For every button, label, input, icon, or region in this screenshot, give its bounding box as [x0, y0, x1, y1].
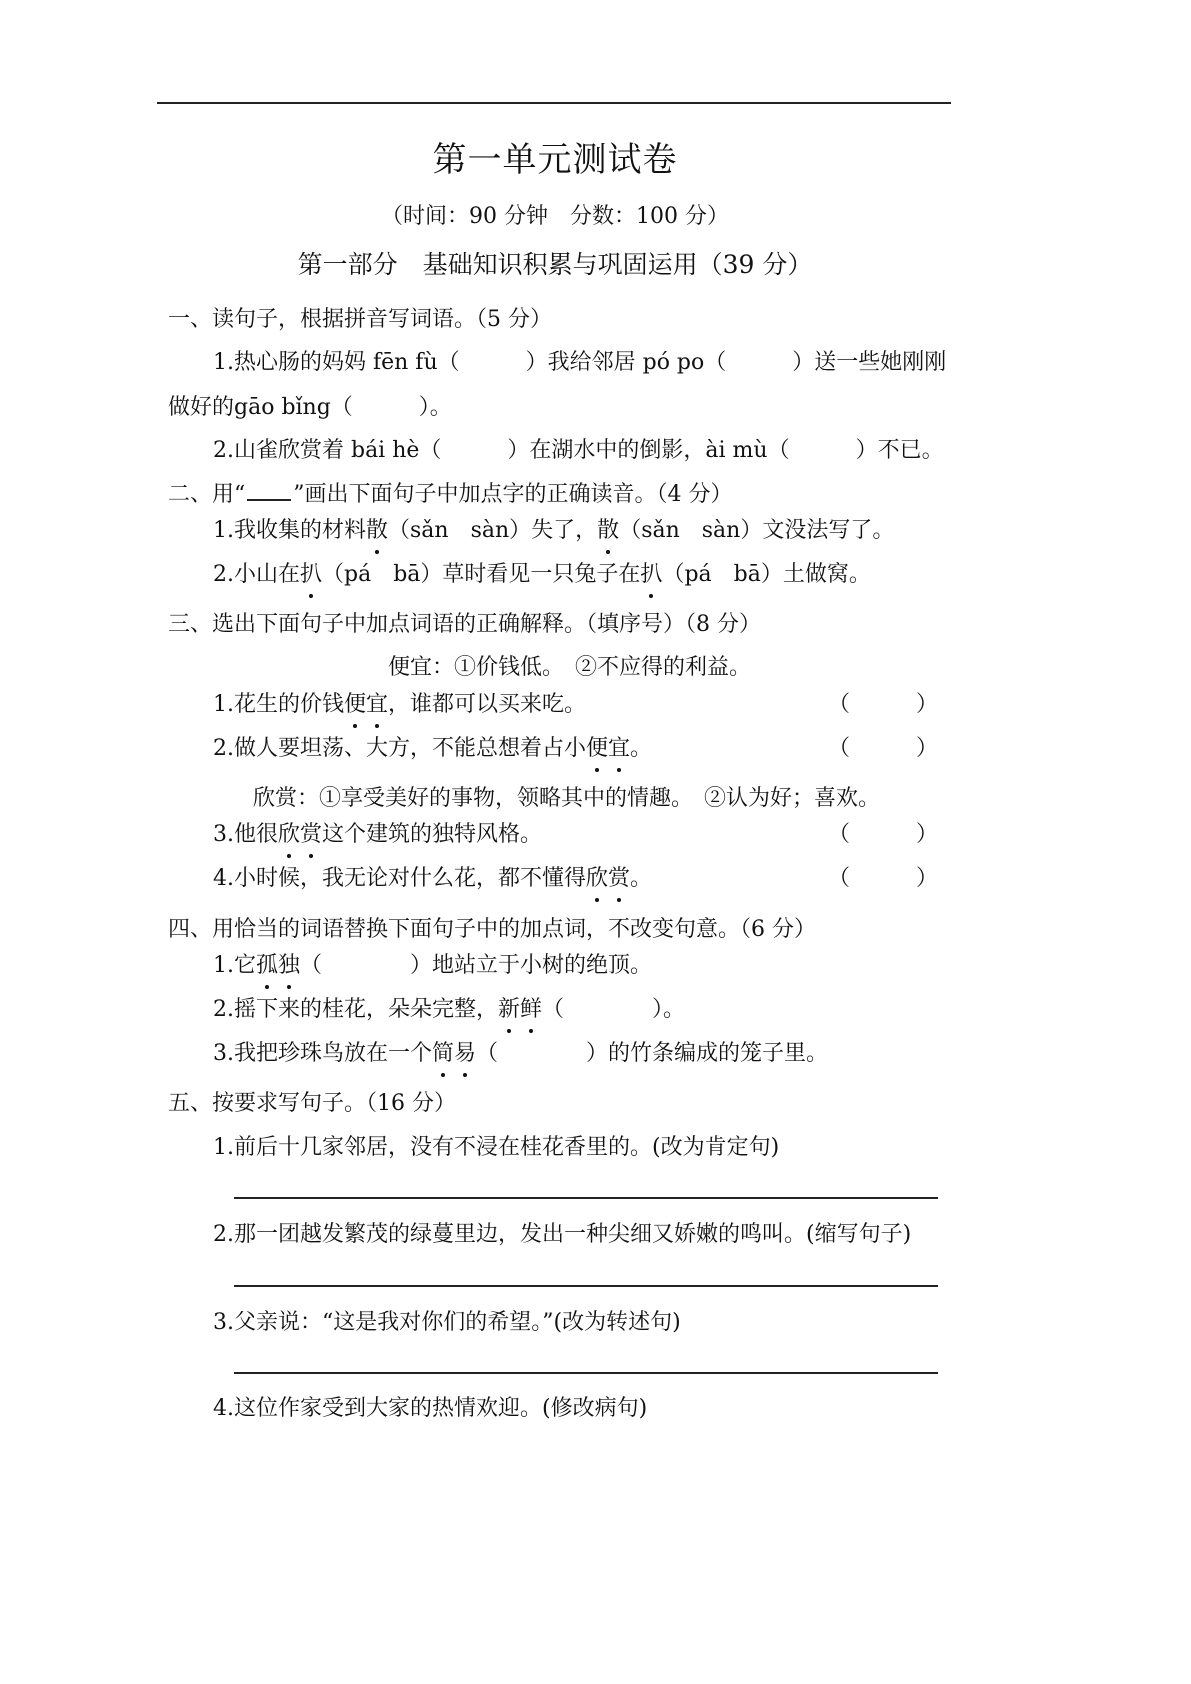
q2-heading-post: ”画出下面句子中加点字的正确读音。（4 分）	[293, 482, 733, 507]
text: （pá bā）草时看见一只兔子在	[322, 562, 641, 587]
q3-sentence-2	[213, 731, 652, 762]
dotted-char: 宜	[608, 731, 630, 762]
answer-line-1[interactable]	[234, 1197, 938, 1199]
text: ，谁都可以买来吃。	[388, 692, 587, 717]
text: （ ）地站立于小树的绝顶。	[300, 953, 653, 978]
text: （ ）。	[542, 997, 686, 1022]
text: （sǎn sàn）失了，	[388, 518, 598, 543]
q4-sentence-3	[213, 1036, 828, 1067]
q3-sentence-4	[213, 861, 652, 892]
q3-definition-1: 便宜：①价钱低。 ②不应得的利益。	[388, 655, 752, 680]
q1-sentence-1b: 做好的gāo bǐng（ ）。	[168, 395, 452, 420]
dotted-char: 便	[586, 731, 608, 762]
dotted-char: 散	[366, 513, 388, 544]
text: 。	[630, 866, 653, 891]
text: 4.小时候，我无论对什么花，都不懂得	[213, 866, 586, 891]
q2-sentence-2	[213, 557, 871, 588]
q5-sentence-3: 3.父亲说：“这是我对你们的希望。”(改为转述句)	[213, 1310, 681, 1335]
q5-sentence-4: 4.这位作家受到大家的热情欢迎。(修改病句)	[213, 1396, 648, 1421]
dotted-char: 鲜	[520, 992, 542, 1023]
q2-heading-pre: 二、用“	[168, 482, 246, 507]
q4-sentence-2	[213, 992, 685, 1023]
q3-sentence-3	[213, 817, 542, 848]
q4-sentence-1	[213, 948, 652, 979]
answer-paren-2[interactable]: （ ）	[828, 736, 939, 761]
text: 3.他很	[213, 822, 278, 847]
text: 这个建筑的独特风格。	[322, 822, 543, 847]
q5-heading: 五、按要求写句子。（16 分）	[168, 1091, 456, 1116]
dotted-char: 赏	[300, 817, 322, 848]
text: 1.我收集的材料	[213, 518, 366, 543]
q1-sentence-2: 2.山雀欣赏着 bái hè（ ）在湖水中的倒影，ài mù（ ）不已。	[213, 438, 944, 463]
dotted-char: 扒	[640, 557, 662, 588]
text: 2.做人要坦荡、大方，不能总想着占小	[213, 736, 586, 761]
dotted-char: 孤	[256, 948, 278, 979]
dotted-char: 宜	[366, 687, 388, 718]
dotted-char: 独	[278, 948, 300, 979]
dotted-char: 便	[344, 687, 366, 718]
top-rule	[157, 102, 951, 104]
dotted-char: 简	[432, 1036, 454, 1067]
dotted-char: 欣	[586, 861, 608, 892]
dotted-char: 易	[454, 1036, 476, 1067]
q2-heading	[168, 477, 733, 508]
exam-info: （时间：90 分钟 分数：100 分）	[381, 204, 729, 229]
text: （pá bā）土做窝。	[662, 562, 871, 587]
text: （ ）的竹条编成的笼子里。	[476, 1041, 829, 1066]
dotted-char: 赏	[608, 861, 630, 892]
dotted-char: 欣	[278, 817, 300, 848]
part-heading: 第一部分 基础知识积累与巩固运用（39 分）	[297, 250, 813, 279]
q3-heading: 三、选出下面句子中加点词语的正确解释。（填序号）（8 分）	[168, 612, 761, 637]
q4-heading: 四、用恰当的词语替换下面句子中的加点词，不改变句意。（6 分）	[168, 917, 816, 942]
dotted-char: 散	[597, 513, 619, 544]
text: （sǎn sàn）文没法写了。	[619, 518, 895, 543]
q3-definition-2: 欣赏：①享受美好的事物，领略其中的情趣。 ②认为好；喜欢。	[253, 786, 881, 811]
dotted-char: 新	[498, 992, 520, 1023]
answer-paren-4[interactable]: （ ）	[828, 866, 939, 891]
text: 3.我把珍珠鸟放在一个	[213, 1041, 432, 1066]
q5-sentence-1: 1.前后十几家邻居，没有不浸在桂花香里的。(改为肯定句)	[213, 1135, 780, 1160]
q5-sentence-2: 2.那一团越发繁茂的绿蔓里边，发出一种尖细又娇嫩的鸣叫。(缩写句子)	[213, 1222, 912, 1247]
answer-line-3[interactable]	[234, 1372, 938, 1374]
page-title: 第一单元测试卷	[432, 140, 678, 180]
text: 。	[630, 736, 653, 761]
q2-sentence-1	[213, 513, 894, 544]
text: 2.小山在	[213, 562, 300, 587]
text: 1.它	[213, 953, 256, 978]
answer-paren-3[interactable]: （ ）	[828, 822, 939, 847]
text: 1.花生的价钱	[213, 692, 344, 717]
text: 2.摇下来的桂花，朵朵完整，	[213, 997, 498, 1022]
q1-sentence-1a: 1.热心肠的妈妈 fēn fù（ ）我给邻居 pó po（ ）送一些她刚刚	[213, 350, 947, 375]
underline-sample	[247, 481, 291, 501]
answer-paren-1[interactable]: （ ）	[828, 692, 939, 717]
q1-heading: 一、读句子，根据拼音写词语。（5 分）	[168, 307, 552, 332]
dotted-char: 扒	[300, 557, 322, 588]
q3-sentence-1	[213, 687, 586, 718]
answer-line-2[interactable]	[234, 1285, 938, 1287]
